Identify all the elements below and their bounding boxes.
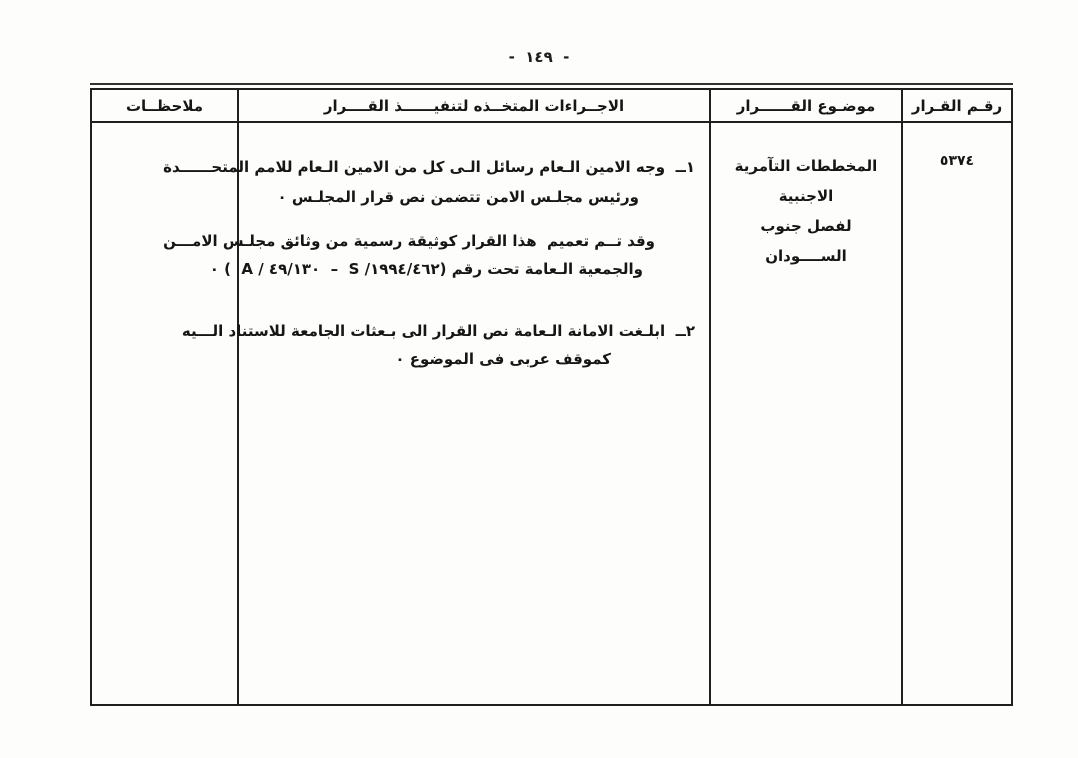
column-notes [92,90,237,704]
decision-number-cell: ٥٣٧٤ [939,153,975,169]
column-header-procedures: الاجــراءات المتخــذه لتنفيــــــذ القــــرار [239,90,709,123]
column-header-subject: موضـوع القــــــرار [711,90,901,123]
procedure-circulation-line-2: والجمعية الـعامة تحت رقم ‪( A / ٤٩/١٣٠ – S /١٩٩٤/٤٦٢)‬ ٠ [209,260,643,278]
page-number: - ١٤٩ - [508,48,570,66]
column-subject [709,90,901,704]
procedure-item-2-line-2: كموقف عربى فى الموضوع ٠ [395,350,611,368]
procedure-item-2-line-1: ٢ــ ابلـغت الامانة الـعامة نص القرار الى بـعثات الجامعة للاستناد الـــيه [181,322,695,340]
procedure-item-1-line-2: ورئيس مجلـس الامن تتضمن نص قرار المجلـس ٠ [277,188,639,206]
procedure-circulation-line-1: وقد تــم تعميم هذا القرار كوثيقة رسمية من وثائق مجلـس الامـــن [163,232,655,250]
procedures-cell [163,123,709,369]
subject-line: المخططات التآمرية الاجنبية [734,157,878,205]
column-header-decision-number: رقـم القـرار [903,90,1011,123]
resolutions-table [90,88,1013,706]
column-header-notes: ملاحظــات [92,90,237,123]
notes-cell [92,123,237,153]
procedure-item-1-line-1: ١ــ وجه الامين الـعام رسائل الـى كل من الامين الـعام للامم المتحــــــدة [163,158,695,176]
subject-cell [711,123,901,271]
subject-line: لفصل جنوب الســــودان [760,217,852,265]
column-decision-number [901,90,1011,704]
